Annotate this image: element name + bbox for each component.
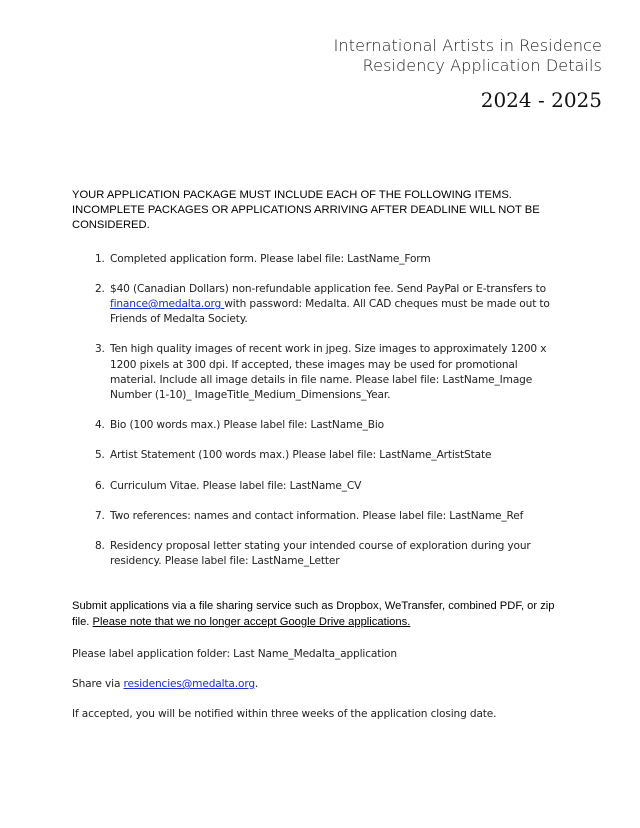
- finance-email-link[interactable]: finance@medalta.org: [110, 298, 225, 311]
- requirement-application-fee: [108, 282, 564, 328]
- fee-text-cont: with password: Medalta. All CAD cheques must be made out to Friends of Medalta Society.: [110, 298, 550, 326]
- program-title: International Artists in Residence: [333, 36, 602, 55]
- requirements-intro: YOUR APPLICATION PACKAGE MUST INCLUDE EACH OF THE FOLLOWING ITEMS. INCOMPLETE PACKAGES OR APPLICATIONS ARRIVING AFTER DEADLINE WILL NOT BE CONSIDERED.: [72, 189, 540, 232]
- requirement-references: 7. Two references: names and contact information. Please label file: LastName_Ref: [108, 509, 564, 524]
- residencies-email-link[interactable]: residencies@medalta.org: [123, 678, 255, 691]
- requirement-bio: 4. Bio (100 words max.) Please label file: LastName_Bio: [108, 418, 564, 433]
- google-drive-note: Please note that we no longer accept Google Drive applications.: [92, 615, 411, 628]
- requirement-cv: 6. Curriculum Vitae. Please label file: LastName_CV: [108, 479, 564, 494]
- requirements-list: [72, 252, 564, 570]
- document-body: [72, 188, 564, 737]
- document-header: [334, 36, 602, 112]
- requirement-artist-statement: 5. Artist Statement (100 words max.) Please label file: LastName_ArtistState: [108, 448, 564, 463]
- folder-label-instruction: Please label application folder: Last Name_Medalta_application: [72, 647, 397, 660]
- fee-text: $40 (Canadian Dollars) non-refundable application fee. Send PayPal or E-transfers to: [110, 282, 546, 295]
- share-instruction: [72, 677, 564, 692]
- submission-instructions: [72, 599, 564, 629]
- notification-note: If accepted, you will be notified within three weeks of the application closing date.: [72, 708, 497, 721]
- document-title: Residency Application Details: [362, 56, 602, 75]
- requirement-images: 3. Ten high quality images of recent work in jpeg. Size images to approximately 1200 x 1200 pixels at 300 dpi. If accepted, these images may be used for promotional material. Include all image details in file name. Please label file: LastName_Image Number (1-10)_ ImageTitle_Medium_Dimensions_Year.: [108, 342, 564, 403]
- requirement-proposal-letter: 8. Residency proposal letter stating your intended course of exploration during your residency. Please label file: LastName_Letter: [108, 539, 564, 569]
- year-range: 2024 - 2025: [480, 88, 602, 112]
- share-period: .: [254, 678, 259, 691]
- requirement-application-form: 1. Completed application form. Please label file: LastName_Form: [108, 252, 564, 267]
- share-text: Share via: [72, 678, 124, 691]
- submission-text: Submit applications via a file sharing service such as Dropbox, WeTransfer, combined PDF, or zip file.: [72, 600, 555, 628]
